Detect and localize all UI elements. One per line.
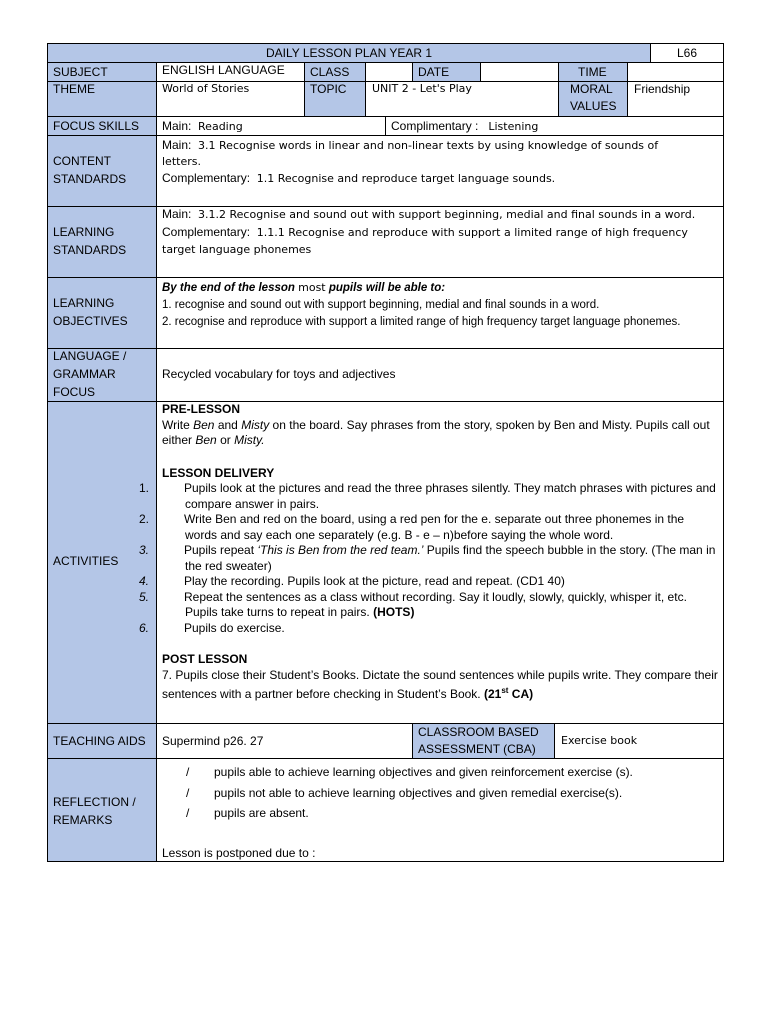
subject-value: ENGLISH LANGUAGE	[162, 63, 285, 77]
delivery-step-2	[139, 512, 718, 543]
content-standards-text: Main: 3.1 Recognise words in linear and non-linear texts by using knowledge of sounds of letters. Complementary: 1.1 Recognise and reproduce target language sounds.	[162, 137, 718, 187]
d3-num: 3.	[139, 543, 150, 557]
learning-comp-label: Complementary	[162, 224, 247, 239]
content-label-line2: STANDARDS	[53, 172, 127, 186]
d6-num: 6.	[139, 620, 150, 635]
date-label: DATE	[418, 65, 450, 79]
theme-label: THEME	[53, 82, 95, 96]
learning-comp: 1.1.1 Recognise and reproduce with support a limited range of high frequency	[256, 225, 688, 239]
content-comp: 1.1 Recognise and reproduce target language sounds.	[256, 172, 556, 185]
reflection-line-2: pupils not able to achieve learning objectives and given remedial exercise(s).	[214, 786, 623, 800]
lang-label-line3: FOCUS	[53, 385, 95, 399]
d3-quote: ‘This is Ben from the red team.’	[257, 543, 424, 557]
content-main: 3.1 Recognise words in linear and non-linear texts by using knowledge of sounds of	[198, 139, 659, 152]
d5-num: 5.	[139, 589, 150, 604]
focus-comp: Complimentary : Listening	[391, 119, 539, 133]
moral-label-line1: MORAL	[570, 82, 613, 96]
objectives-text	[162, 279, 718, 331]
lang-label-line2: GRAMMAR	[53, 367, 116, 381]
class-label: CLASS	[310, 65, 350, 79]
d1-num: 1.	[139, 481, 150, 495]
focus-comp-value: Listening	[488, 120, 539, 133]
learning-standards-text: Main: 3.1.2 Recognise and sound out with support beginning, medial and final sounds in a word. Complementary: 1.1.1 Recognise and reproduce with support a limited range of high frequency target language phonemes	[162, 206, 718, 259]
focus-main: Main: Reading	[162, 119, 243, 133]
objective-2: 2. recognise and reproduce with support a limited range of high frequency target language phonemes.	[162, 316, 681, 328]
d6-text: Pupils do exercise.	[184, 620, 285, 635]
d3-b: Pupils find the speech bubble in the story. (The man in the red sweater)	[185, 543, 716, 573]
post-ca-sup: st	[501, 686, 509, 695]
topic-label: TOPIC	[310, 82, 347, 96]
post-a: 7. Pupils close their Student’s Books. Dictate the sound sentences while pupils write. They compare their sentences with a partner before checking in Student’s Book.	[162, 667, 718, 701]
lang-focus-value: Recycled vocabulary for toys and adjectives	[162, 367, 396, 381]
content-label-line1: CONTENT	[53, 154, 111, 168]
class-value-cell	[365, 62, 413, 82]
pre-ben: Ben	[193, 417, 215, 432]
reflection-label-line2: REMARKS	[53, 813, 113, 827]
teaching-aids-value: Supermind p26. 27	[162, 734, 264, 748]
teaching-aids-label: TEACHING AIDS	[53, 734, 146, 748]
topic-value: UNIT 2 - Let's Play	[372, 82, 472, 95]
pre-ben2: Ben	[195, 433, 217, 447]
post-ca	[484, 687, 533, 701]
focus-main-value: Reading	[198, 120, 243, 133]
focus-skills-label: FOCUS SKILLS	[53, 119, 140, 133]
reflection-label-line1: REFLECTION /	[53, 795, 136, 809]
d2-num: 2.	[139, 512, 150, 526]
pre-b: on the board. Say phrases from the story, spoken by Ben and Misty. Pupils call out	[272, 417, 710, 432]
objectives-intro-b: most	[298, 281, 326, 294]
activities-text	[139, 402, 718, 703]
content-main-cont: letters.	[162, 155, 201, 168]
pre-or: or	[220, 433, 231, 447]
d5-hots: (HOTS)	[373, 605, 415, 619]
time-value-cell	[627, 62, 724, 82]
d2-text: Write Ben and red on the board, using a red pen for the e. separate out three phonemes in the words and say each one separately (e.g. B - e – n)before saying the whole word.	[184, 512, 685, 542]
content-main-label: Main	[162, 138, 189, 152]
pre-misty: Misty	[241, 417, 270, 432]
reflection-mark-3: /	[186, 806, 190, 820]
delivery-step-6	[139, 620, 718, 637]
delivery-step-4	[139, 574, 718, 590]
pre-a: Write	[162, 417, 190, 432]
delivery-step-1	[139, 481, 718, 512]
learning-main-label: Main	[162, 207, 189, 221]
pre-c: either	[162, 433, 193, 447]
pre-misty2: Misty.	[234, 433, 265, 447]
focus-comp-label: Complimentary	[391, 119, 472, 133]
post-lesson-heading: POST LESSON	[162, 652, 248, 666]
date-value-cell	[480, 62, 559, 82]
reflection-mark-2: /	[186, 786, 190, 800]
moral-label-line2: VALUES	[570, 99, 617, 113]
cba-label-line1: CLASSROOM BASED	[418, 725, 539, 739]
theme-value: World of Stories	[162, 82, 250, 95]
objectives-label-line1: LEARNING	[53, 296, 115, 310]
pre-and: and	[217, 417, 238, 432]
pre-lesson-text	[162, 418, 718, 449]
delivery-step-3	[139, 543, 718, 574]
pre-lesson-heading: PRE-LESSON	[162, 402, 241, 416]
post-lesson-text	[162, 668, 718, 703]
d4-text: Play the recording. Pupils look at the picture, read and repeat. (CD1 40)	[184, 574, 565, 588]
post-ca-b: CA)	[511, 687, 534, 701]
moral-value: Friendship	[634, 82, 691, 96]
focus-main-label: Main	[162, 119, 189, 133]
reflection-mark-1: /	[186, 765, 190, 779]
learning-main: 3.1.2 Recognise and sound out with support beginning, medial and final sounds in a word.	[198, 208, 696, 221]
objectives-intro-c: pupils will be able to:	[328, 282, 446, 294]
learning-label-line1: LEARNING	[53, 225, 115, 239]
lesson-code: L66	[676, 46, 698, 60]
activities-label: ACTIVITIES	[53, 554, 119, 568]
objective-1: 1. recognise and sound out with support beginning, medial and final sounds in a word.	[162, 299, 600, 311]
post-ca-a: (21	[483, 687, 502, 701]
time-label: TIME	[578, 65, 607, 79]
page-title: DAILY LESSON PLAN YEAR 1	[265, 46, 433, 60]
d3-a: Pupils repeat	[184, 543, 255, 557]
objectives-label-line2: OBJECTIVES	[53, 314, 128, 328]
content-comp-label: Complementary	[162, 171, 247, 185]
objectives-intro-a: By the end of the lesson	[162, 282, 295, 294]
delivery-step-5	[139, 589, 718, 621]
cba-label-line2: ASSESSMENT (CBA)	[418, 742, 536, 756]
learning-label-line2: STANDARDS	[53, 243, 127, 257]
lesson-delivery-heading: LESSON DELIVERY	[162, 465, 275, 480]
postponed-text: Lesson is postponed due to :	[162, 846, 316, 860]
d4-num: 4.	[139, 574, 150, 588]
learning-comp-cont: target language phonemes	[162, 243, 312, 256]
lang-label-line1: LANGUAGE /	[53, 349, 127, 363]
subject-label: SUBJECT	[53, 65, 108, 79]
reflection-line-1: pupils able to achieve learning objectives and given reinforcement exercise (s).	[214, 765, 633, 779]
reflection-line-3: pupils are absent.	[214, 806, 309, 820]
d1-text: Pupils look at the pictures and read the three phrases silently. They match phrases with pictures and compare answer in pairs.	[184, 481, 716, 511]
d5-text: Repeat the sentences as a class without recording. Say it loudly, slowly, quickly, whisper it, etc. Pupils take turns to repeat in pairs.	[184, 589, 687, 619]
cba-value: Exercise book	[561, 734, 638, 747]
